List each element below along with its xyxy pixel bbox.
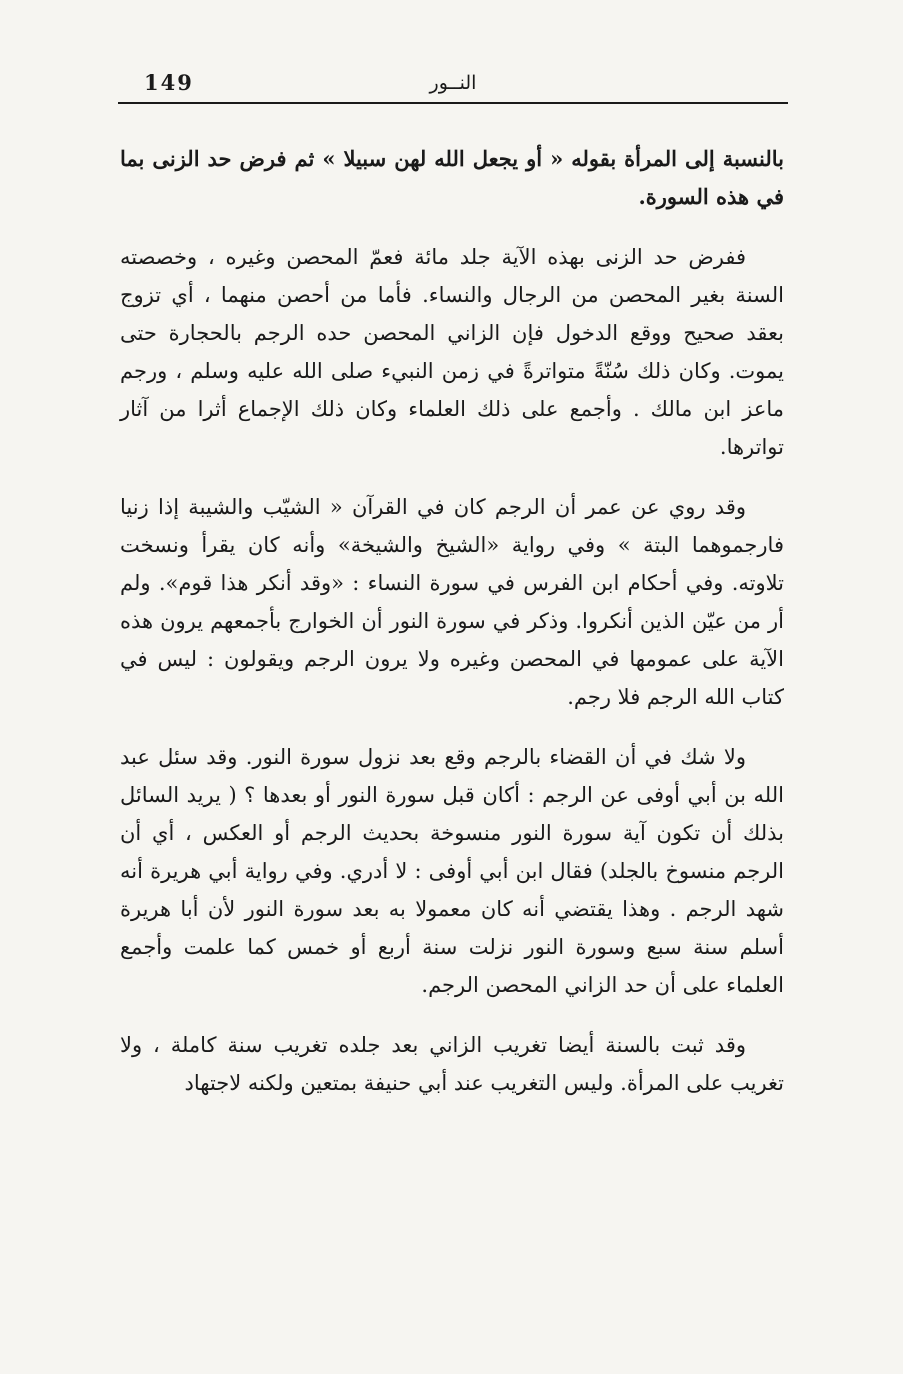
- header-rule: [118, 102, 788, 104]
- running-title: النــور: [429, 72, 477, 94]
- paragraph: ولا شك في أن القضاء بالرجم وقع بعد نزول سورة النور. وقد سئل عبد الله بن أبي أوفى عن الرجم : أكان قبل سورة النور أو بعدها ؟ ( يريد السائل بذلك أن تكون آية سورة النور منسوخة بحديث الرجم أو العكس ، أي أن الرجم منسوخ بالجلد) فقال ابن أبي أوفى : لا أدري. وفي رواية أبي هريرة أنه شهد الرجم . وهذا يقتضي أنه كان معمولا به بعد سورة النور لأن أبا هريرة أسلم سنة سبع وسورة النور نزلت سنة أربع أو خمس كما علمت وأجمع العلماء على أن حد الزاني المحصن الرجم.: [120, 745, 784, 997]
- body-text: [120, 140, 784, 1124]
- page-header: [118, 58, 788, 104]
- paragraph: وقد روي عن عمر أن الرجم كان في القرآن « الشيّب والشيبة إذا زنيا فارجموهما البتة » وفي رواية «الشيخ والشيخة» وأنه كان يقرأ ونسخت تلاوته. وفي أحكام ابن الفرس في سورة النساء : «وقد أنكر هذا قوم». ولم أر من عيّن الذين أنكروا. وذكر في سورة النور أن الخوارج بأجمعهم يرون هذه الآية على عمومها في المحصن وغيره ولا يرون الرجم ويقولون : ليس في كتاب الله الرجم فلا رجم.: [120, 495, 784, 709]
- paragraph: ففرض حد الزنى بهذه الآية جلد مائة فعمّ المحصن وغيره ، وخصصته السنة بغير المحصن من الرجال والنساء. فأما من أحصن منهما ، أي تزوج بعقد صحيح ووقع الدخول فإن الزاني المحصن حده الرجم بالحجارة حتى يموت. وكان ذلك سُنّةً متواترةً في زمن النبيء صلى الله عليه وسلم ، ورجم ماعز ابن مالك . وأجمع على ذلك العلماء وكان ذلك الإجماع أثرا من آثار تواترها.: [120, 245, 784, 459]
- paragraph: بالنسبة إلى المرأة بقوله « أو يجعل الله لهن سبيلا » ثم فرض حد الزنى بما في هذه السورة.: [120, 146, 784, 209]
- paragraph: وقد ثبت بالسنة أيضا تغريب الزاني بعد جلده تغريب سنة كاملة ، ولا تغريب على المرأة. وليس التغريب عند أبي حنيفة بمتعين ولكنه لاجتهاد: [120, 1033, 784, 1095]
- page-number: 149: [144, 70, 194, 95]
